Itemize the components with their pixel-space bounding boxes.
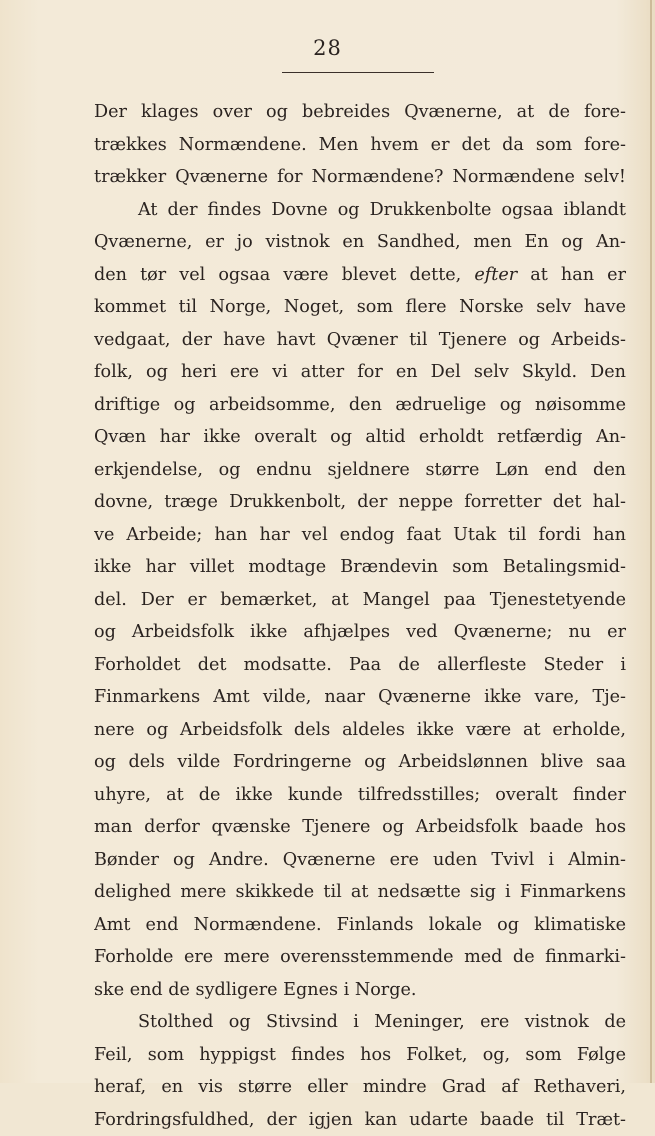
text-line: Bønder og Andre. Qvænerne ere uden Tvivl i Almin- — [94, 844, 626, 877]
text-line: Stolthed og Stivsind i Meninger, ere vistnok de — [94, 1006, 626, 1039]
text-line: den tør vel ogsaa være blevet dette, efter at han er — [94, 259, 626, 292]
text-line: dovne, træge Drukkenbolt, der neppe forretter det hal- — [94, 486, 626, 519]
page-edge — [650, 0, 652, 1083]
text-line: driftige og arbeidsomme, den ædruelige og nøisomme — [94, 389, 626, 422]
text-line: ikke har villet modtage Brændevin som Betalingsmid- — [94, 551, 626, 584]
text-line: heraf, en vis større eller mindre Grad af Rethaveri, — [94, 1071, 626, 1104]
text-line: Qvæn har ikke overalt og altid erholdt retfærdig An- — [94, 421, 626, 454]
page-number: 28 — [0, 36, 655, 60]
text-line: ske end de sydligere Egnes i Norge. — [94, 974, 626, 1007]
text-line: og dels vilde Fordringerne og Arbeidslønnen blive saa — [94, 746, 626, 779]
text-line: Fordringsfuldhed, der igjen kan udarte baade til Træt- — [94, 1104, 626, 1136]
text-line: At der findes Dovne og Drukkenbolte ogsaa iblandt — [94, 194, 626, 227]
text-line: Feil, som hyppigst findes hos Folket, og, som Følge — [94, 1039, 626, 1072]
header-rule — [282, 72, 434, 73]
body-text — [94, 96, 626, 1136]
text-line: del. Der er bemærket, at Mangel paa Tjenestetyende — [94, 584, 626, 617]
text-line: nere og Arbeidsfolk dels aldeles ikke være at erholde, — [94, 714, 626, 747]
text-line: delighed mere skikkede til at nedsætte sig i Finmarkens — [94, 876, 626, 909]
text-line: folk, og heri ere vi atter for en Del selv Skyld. Den — [94, 356, 626, 389]
text-line: trækkes Normændene. Men hvem er det da som fore- — [94, 129, 626, 162]
text-line: Forholde ere mere overensstemmende med de finmarki- — [94, 941, 626, 974]
text-line: ve Arbeide; han har vel endog faat Utak til fordi han — [94, 519, 626, 552]
text-line: og Arbeidsfolk ikke afhjælpes ved Qvænerne; nu er — [94, 616, 626, 649]
text-line: Qvænerne, er jo vistnok en Sandhed, men En og An- — [94, 226, 626, 259]
text-line: erkjendelse, og endnu sjeldnere større Løn end den — [94, 454, 626, 487]
text-line: Amt end Normændene. Finlands lokale og klimatiske — [94, 909, 626, 942]
text-line: uhyre, at de ikke kunde tilfredsstilles; overalt finder — [94, 779, 626, 812]
text-line: kommet til Norge, Noget, som flere Norske selv have — [94, 291, 626, 324]
text-line: Finmarkens Amt vilde, naar Qvænerne ikke vare, Tje- — [94, 681, 626, 714]
text-line: vedgaat, der have havt Qvæner til Tjenere og Arbeids- — [94, 324, 626, 357]
text-line: Der klages over og bebreides Qvænerne, at de fore- — [94, 96, 626, 129]
text-line: trækker Qvænerne for Normændene? Normændene selv! — [94, 161, 626, 194]
text-line: man derfor qvænske Tjenere og Arbeidsfolk baade hos — [94, 811, 626, 844]
text-line: Forholdet det modsatte. Paa de allerfleste Steder i — [94, 649, 626, 682]
